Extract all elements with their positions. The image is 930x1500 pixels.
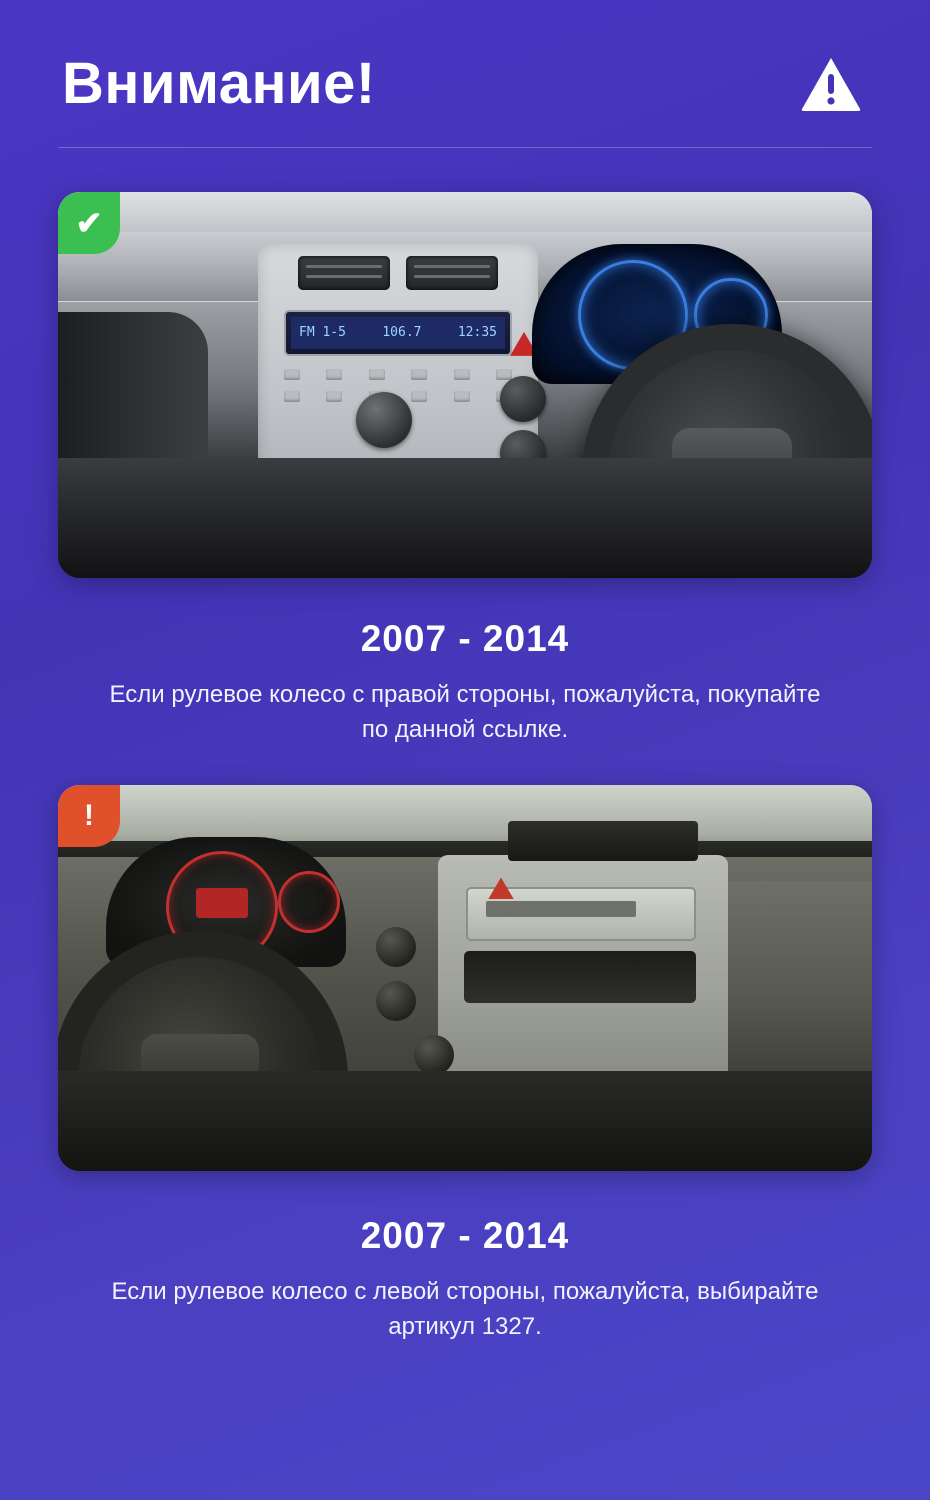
photo-rhd-interior [58, 192, 872, 578]
radio-band: FM 1-5 [299, 325, 346, 341]
radio-button-row-1 [284, 368, 512, 382]
check-icon [58, 192, 120, 254]
photo-lhd-interior [58, 785, 872, 1171]
exclamation-glyph: ! [84, 799, 94, 833]
page-title: Внимание! [62, 51, 376, 116]
storage-pocket [464, 951, 696, 1003]
air-vent-icon [508, 821, 698, 861]
exclamation-icon [58, 785, 120, 847]
climate-knob-top [500, 376, 546, 422]
air-vent-left-icon [298, 256, 390, 290]
tachometer-gauge [278, 871, 340, 933]
center-console [438, 855, 728, 1105]
warning-triangle-icon [800, 56, 862, 112]
lower-dash [58, 458, 872, 578]
lhd-interior-illustration [58, 785, 872, 1171]
radio-lcd-display [291, 317, 505, 349]
radio-multi-dial [356, 392, 412, 448]
lower-dash [58, 1071, 872, 1171]
card-year-rhd: 2007 - 2014 [360, 617, 570, 659]
air-vent-right-icon [406, 256, 498, 290]
card-year-lhd: 2007 - 2014 [360, 1215, 570, 1257]
header-divider [58, 147, 872, 148]
radio-frequency: 106.7 [382, 325, 422, 341]
rhd-interior-illustration [58, 192, 872, 578]
check-glyph: ✔ [75, 204, 103, 241]
page-header [58, 46, 872, 115]
cd-slot [486, 901, 636, 917]
card-text-rhd: Если рулевое колесо с правой стороны, пожалуйста, покупайте по данной ссылке. [109, 680, 821, 743]
factory-radio-head-unit [284, 310, 512, 356]
card-rhd [58, 192, 872, 748]
card-lhd [58, 785, 872, 1345]
radio-clock: 12:35 [457, 325, 497, 341]
card-text-lhd: Если рулевое колесо с левой стороны, пожалуйста, выбирайте артикул 1327. [111, 1278, 819, 1341]
